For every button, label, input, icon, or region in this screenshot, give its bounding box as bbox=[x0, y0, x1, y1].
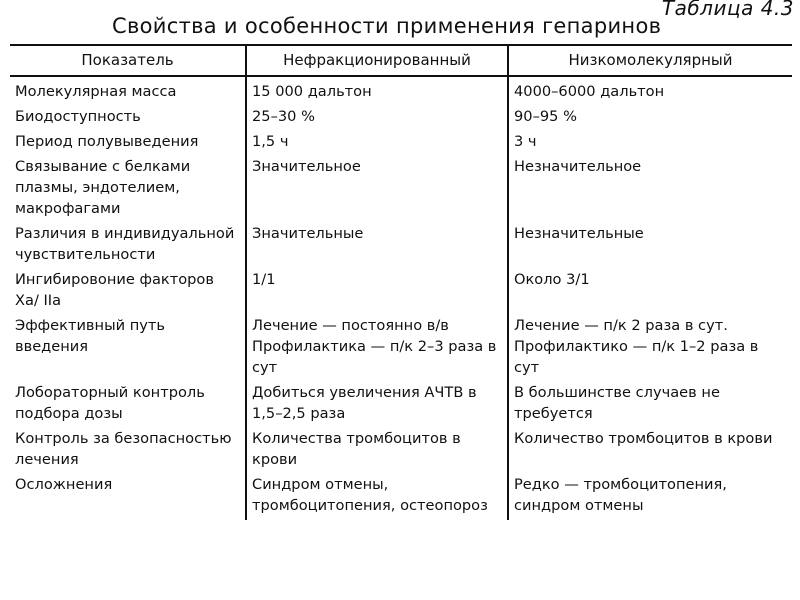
header-row bbox=[10, 45, 792, 76]
cell-parameter: Лобораторный контроль подбора дозы bbox=[15, 384, 205, 422]
cell-low-molecular: 3 ч bbox=[508, 131, 792, 156]
table-row bbox=[10, 382, 792, 428]
cell-low-molecular: Лечение — п/к 2 раза в сут. Профилактико — п/к 1–2 раза в сут bbox=[508, 315, 792, 382]
table-number-label: Таблица 4.3 bbox=[661, 0, 794, 20]
table-row bbox=[10, 474, 792, 520]
column-header-low-molecular: Низкомолекулярный bbox=[508, 45, 792, 76]
cell-low-molecular: Незначительные bbox=[508, 223, 792, 269]
table-row bbox=[10, 269, 792, 315]
cell-unfractionated: Добиться увеличения АЧТВ в 1,5–2,5 раза bbox=[246, 382, 508, 428]
cell-unfractionated: 1,5 ч bbox=[246, 131, 508, 156]
table-row bbox=[10, 156, 792, 223]
cell-low-molecular: Незначительное bbox=[508, 156, 792, 223]
table-row bbox=[10, 428, 792, 474]
cell-low-molecular: Около 3/1 bbox=[508, 269, 792, 315]
cell-unfractionated: 15 000 дальтон bbox=[246, 76, 508, 106]
cell-parameter: Связывание с белками плазмы, эндотелием, макрофагами bbox=[15, 158, 191, 217]
cell-parameter: Осложнения bbox=[15, 476, 113, 493]
table-row bbox=[10, 76, 792, 106]
cell-unfractionated: Значительное bbox=[246, 156, 508, 223]
cell-parameter: Биодоступность bbox=[15, 108, 141, 125]
column-header-parameter: Показатель bbox=[10, 45, 246, 76]
cell-unfractionated: Лечение — постоянно в/в Профилактика — п/к 2–3 раза в сут bbox=[246, 315, 508, 382]
cell-low-molecular: 4000–6000 дальтон bbox=[508, 76, 792, 106]
table-row bbox=[10, 223, 792, 269]
cell-low-molecular: 90–95 % bbox=[508, 106, 792, 131]
cell-parameter: Контроль за безопасностью лечения bbox=[15, 430, 232, 468]
table-row bbox=[10, 106, 792, 131]
cell-unfractionated: 1/1 bbox=[246, 269, 508, 315]
cell-parameter: Молекулярная масса bbox=[15, 83, 177, 100]
table-row bbox=[10, 315, 792, 382]
page-title: Свойства и особенности применения гепаринов bbox=[112, 14, 662, 38]
cell-low-molecular: В большинстве случаев не требуется bbox=[508, 382, 792, 428]
cell-low-molecular: Количество тромбоцитов в крови bbox=[508, 428, 792, 474]
cell-unfractionated: Значительные bbox=[246, 223, 508, 269]
cell-parameter: Ингибировоние факторов Xa/ IIa bbox=[15, 271, 214, 309]
cell-low-molecular: Редко — тромбоцитопения, синдром отмены bbox=[508, 474, 792, 520]
cell-unfractionated: 25–30 % bbox=[246, 106, 508, 131]
column-header-unfractionated: Нефракционированный bbox=[246, 45, 508, 76]
cell-unfractionated: Количества тромбоцитов в крови bbox=[246, 428, 508, 474]
table-row bbox=[10, 131, 792, 156]
cell-parameter: Период полувыведения bbox=[15, 133, 199, 150]
heparin-comparison-table bbox=[10, 44, 792, 520]
cell-parameter: Различия в индивидуальной чувствительности bbox=[15, 225, 235, 263]
cell-unfractionated: Синдром отмены, тромбоцитопения, остеопороз bbox=[246, 474, 508, 520]
cell-parameter: Эффективный путь введения bbox=[15, 317, 165, 355]
